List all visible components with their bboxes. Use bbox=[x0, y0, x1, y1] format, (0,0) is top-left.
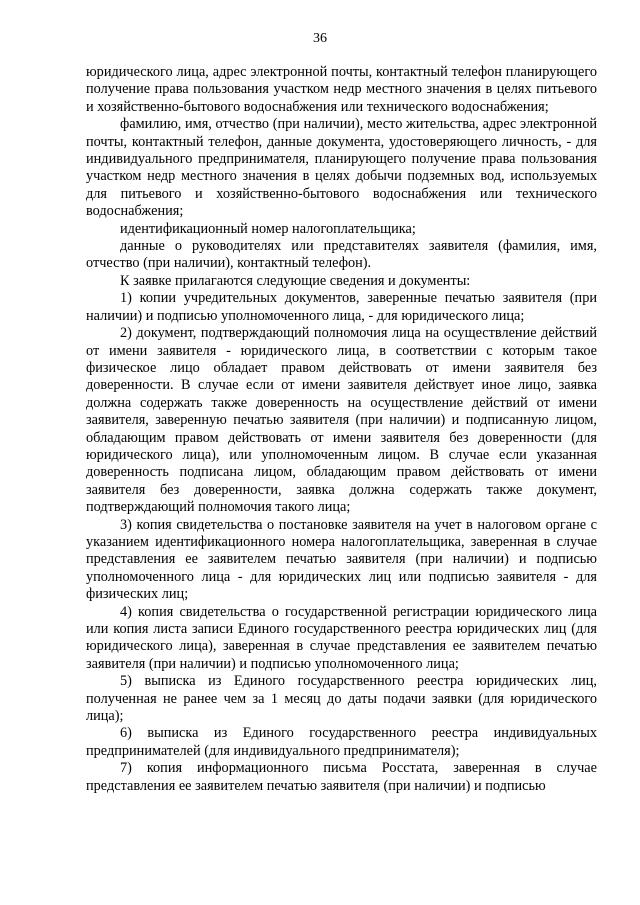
list-item: 3) копия свидетельства о постановке заявителя на учет в налоговом органе с указанием идентификационного номера налогоплательщика, заверенная в случае представления ее заявителем печатью заявителя (при наличии) и подписью уполномоченного лица - для юридических лиц или подписью заявителя - для физических лиц; bbox=[86, 516, 597, 603]
paragraph: данные о руководителях или представителях заявителя (фамилия, имя, отчество (при наличии), контактный телефон). bbox=[86, 238, 597, 272]
paragraph: К заявке прилагаются следующие сведения и документы: bbox=[120, 272, 471, 289]
list-item: 7) копия информационного письма Росстата, заверенная в случае представления ее заявителем печатью заявителя (при наличии) и подписью bbox=[86, 760, 597, 794]
list-item: 6) выписка из Единого государственного реестра индивидуальных предпринимателей (для индивидуального предпринимателя); bbox=[86, 725, 597, 759]
paragraph: идентификационный номер налогоплательщика; bbox=[120, 220, 416, 237]
list-item: 4) копия свидетельства о государственной регистрации юридического лица или копия листа записи Единого государственного реестра юридических лиц (для юридического лица), заверенная в случае представления ее заявителем печатью заявителя (при наличии) и подписью уполномоченного лица; bbox=[86, 603, 597, 672]
paragraph: фамилию, имя, отчество (при наличии), место жительства, адрес электронной почты, контактный телефон, данные документа, удостоверяющего личность, - для индивидуального предпринимателя, планирующего получение права пользования участком недр местного значения в целях добычи подземных вод, используемых для питьевого и хозяйственно-бытового водоснабжения или технического водоснабжения; bbox=[86, 116, 597, 220]
paragraph: юридического лица, адрес электронной почты, контактный телефон планирующего получение права пользования участком недр местного значения в целях питьевого и хозяйственно-бытового водоснабжения или технического водоснабжения; bbox=[86, 64, 597, 115]
list-item: 2) документ, подтверждающий полномочия лица на осуществление действий от имени заявителя - юридического лица, в соответствии с которым такое физическое лицо обладает правом действовать от имени заявителя без доверенности. В случае если от имени заявителя действует иное лицо, заявка должна содержать также доверенность на осуществление действий от имени заявителя, заверенную печатью заявителя (при наличии) и подписанную лицом, обладающим правом действовать от имени заявителя без доверенности (для юридического лица), или уполномоченным лицом. В случае если указанная доверенность подписана лицом, обладающим правом действовать от имени заявителя без доверенности, заявка должна содержать также документ, подтверждающий полномочия такого лица; bbox=[86, 325, 597, 516]
list-item: 1) копии учредительных документов, заверенные печатью заявителя (при наличии) и подписью уполномоченного лица, - для юридического лица; bbox=[86, 290, 597, 324]
document-body bbox=[86, 64, 597, 795]
list-item: 5) выписка из Единого государственного реестра юридических лиц, полученная не ранее чем за 1 месяц до даты подачи заявки (для юридического лица); bbox=[86, 673, 597, 725]
page-number: 36 bbox=[313, 31, 327, 46]
